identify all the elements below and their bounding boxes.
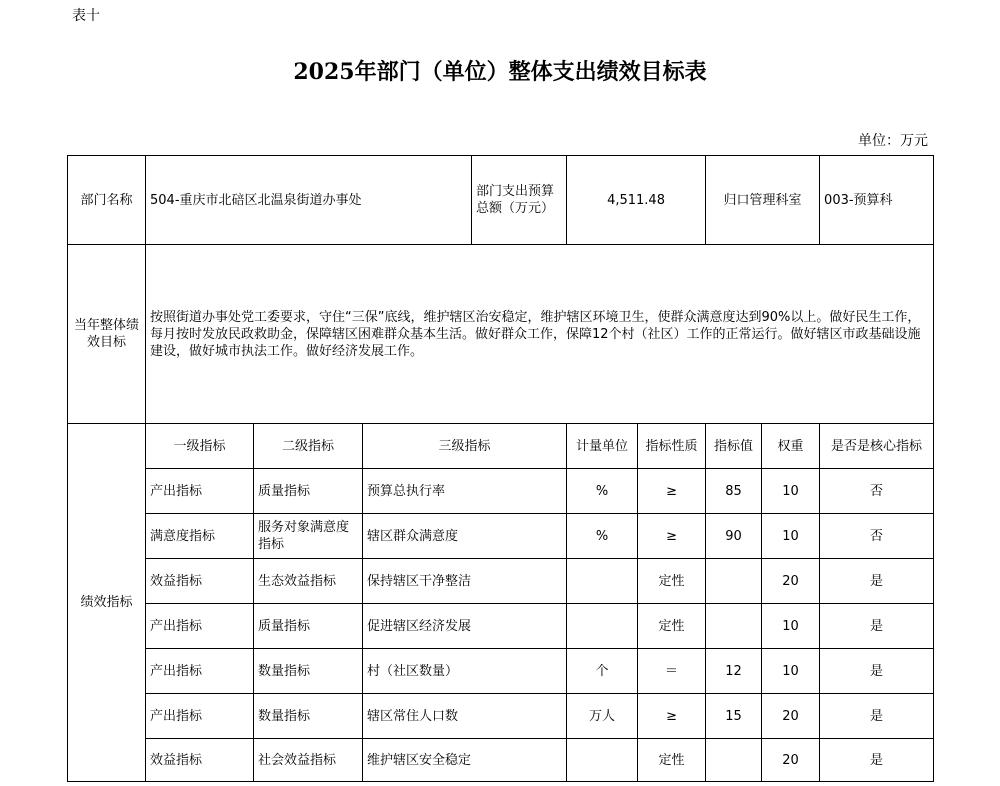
nature-cell: 定性 — [638, 739, 706, 782]
value-cell: 85 — [706, 469, 762, 514]
level1-cell: 产出指标 — [146, 649, 254, 694]
core-cell: 是 — [820, 559, 934, 604]
value-cell: 90 — [706, 514, 762, 559]
unit-cell: 个 — [567, 649, 638, 694]
column-header: 二级指标 — [254, 424, 363, 469]
level3-cell: 辖区常住人口数 — [363, 694, 567, 739]
table-row — [68, 604, 934, 649]
value-cell: 12 — [706, 649, 762, 694]
unit-cell — [567, 739, 638, 782]
unit-cell: % — [567, 469, 638, 514]
level1-cell: 效益指标 — [146, 559, 254, 604]
unit-cell: 万人 — [567, 694, 638, 739]
dept-row — [68, 156, 934, 245]
table-row — [68, 739, 934, 782]
budget-total-label: 部门支出预算总额（万元） — [472, 156, 567, 245]
nature-cell: ≥ — [638, 694, 706, 739]
nature-cell: 定性 — [638, 559, 706, 604]
unit-cell — [567, 559, 638, 604]
table-row — [68, 694, 934, 739]
core-cell: 是 — [820, 739, 934, 782]
goal-label: 当年整体绩效目标 — [68, 245, 146, 424]
level1-cell: 产出指标 — [146, 694, 254, 739]
column-header: 权重 — [762, 424, 820, 469]
dept-name-label: 部门名称 — [68, 156, 146, 245]
table-row — [68, 514, 934, 559]
column-header: 指标性质 — [638, 424, 706, 469]
weight-cell: 10 — [762, 604, 820, 649]
level2-cell: 质量指标 — [254, 469, 363, 514]
level3-cell: 村（社区数量） — [363, 649, 567, 694]
table-row — [68, 559, 934, 604]
mgmt-office-value: 003-预算科 — [820, 156, 934, 245]
level3-cell: 促进辖区经济发展 — [363, 604, 567, 649]
table-number-label: 表十 — [72, 8, 100, 24]
level3-cell: 辖区群众满意度 — [363, 514, 567, 559]
core-cell: 否 — [820, 514, 934, 559]
mgmt-office-label: 归口管理科室 — [706, 156, 820, 245]
level3-cell: 预算总执行率 — [363, 469, 567, 514]
weight-cell: 10 — [762, 469, 820, 514]
value-cell — [706, 604, 762, 649]
level3-cell: 保持辖区干净整洁 — [363, 559, 567, 604]
level2-cell: 服务对象满意度指标 — [254, 514, 363, 559]
core-cell: 是 — [820, 604, 934, 649]
unit-label: 单位：万元 — [858, 133, 928, 149]
weight-cell: 20 — [762, 559, 820, 604]
weight-cell: 20 — [762, 739, 820, 782]
nature-cell: ≥ — [638, 469, 706, 514]
unit-cell — [567, 604, 638, 649]
value-cell — [706, 739, 762, 782]
goal-row — [68, 245, 934, 424]
column-header: 指标值 — [706, 424, 762, 469]
level2-cell: 生态效益指标 — [254, 559, 363, 604]
column-header: 是否是核心指标 — [820, 424, 934, 469]
column-header: 三级指标 — [363, 424, 567, 469]
nature-cell: 定性 — [638, 604, 706, 649]
goal-text: 按照街道办事处党工委要求，守住“三保”底线，维护辖区治安稳定，维护辖区环境卫生，使群众满意度达到90%以上。做好民生工作，每月按时发放民政救助金，保障辖区困难群众基本生活。做好群众工作，保障12个村（社区）工作的正常运行。做好辖区市政基础设施建设，做好城市执法工作。做好经济发展工作。 — [146, 245, 934, 424]
level1-cell: 效益指标 — [146, 739, 254, 782]
level2-cell: 数量指标 — [254, 649, 363, 694]
column-header: 一级指标 — [146, 424, 254, 469]
level2-cell: 质量指标 — [254, 604, 363, 649]
column-header: 计量单位 — [567, 424, 638, 469]
core-cell: 是 — [820, 694, 934, 739]
value-cell: 15 — [706, 694, 762, 739]
weight-cell: 20 — [762, 694, 820, 739]
level2-cell: 数量指标 — [254, 694, 363, 739]
level1-cell: 满意度指标 — [146, 514, 254, 559]
unit-cell: % — [567, 514, 638, 559]
budget-total-value: 4,511.48 — [567, 156, 706, 245]
nature-cell: ＝ — [638, 649, 706, 694]
core-cell: 是 — [820, 649, 934, 694]
nature-cell: ≥ — [638, 514, 706, 559]
table-row — [68, 469, 934, 514]
indicator-header-row — [68, 424, 934, 469]
weight-cell: 10 — [762, 649, 820, 694]
dept-name-value: 504-重庆市北碚区北温泉街道办事处 — [146, 156, 472, 245]
page-title: 2025年部门（单位）整体支出绩效目标表 — [293, 59, 707, 85]
indicator-section-label: 绩效指标 — [68, 424, 146, 782]
value-cell — [706, 559, 762, 604]
level1-cell: 产出指标 — [146, 604, 254, 649]
table-row — [68, 649, 934, 694]
level1-cell: 产出指标 — [146, 469, 254, 514]
performance-table — [67, 155, 934, 782]
weight-cell: 10 — [762, 514, 820, 559]
level3-cell: 维护辖区安全稳定 — [363, 739, 567, 782]
core-cell: 否 — [820, 469, 934, 514]
level2-cell: 社会效益指标 — [254, 739, 363, 782]
